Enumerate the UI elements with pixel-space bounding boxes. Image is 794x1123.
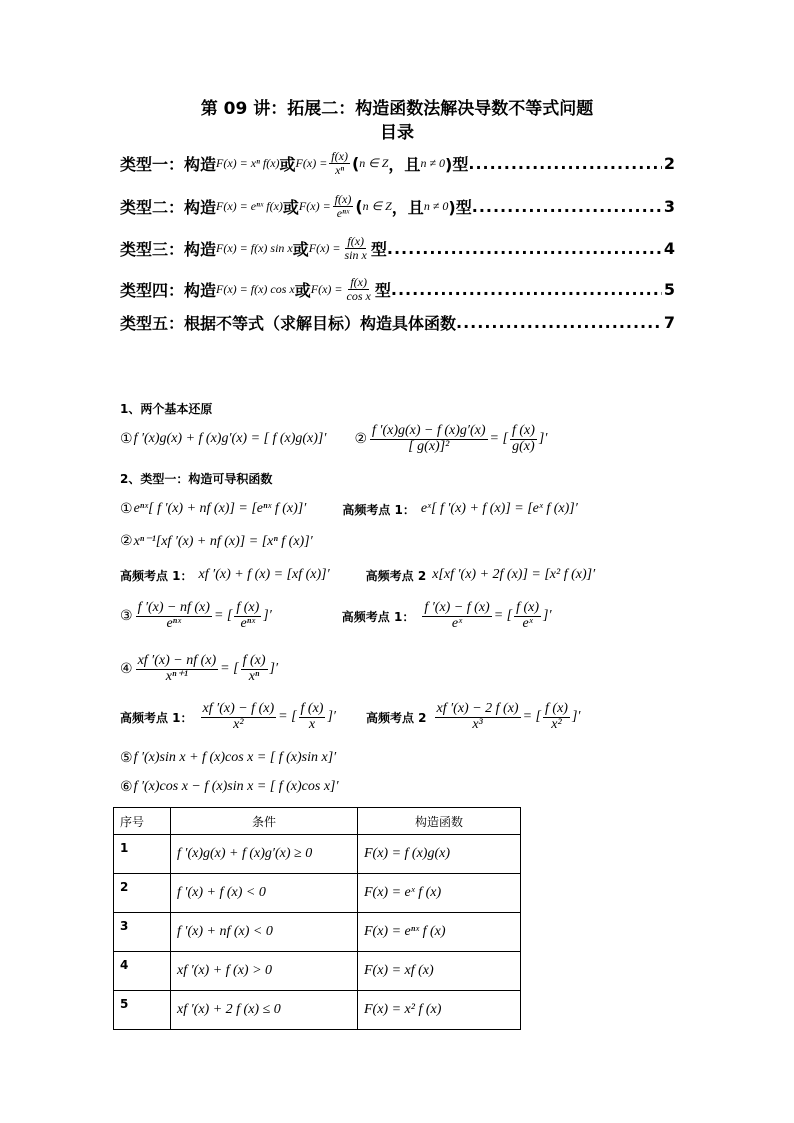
condition-2: n ≠ 0 bbox=[423, 198, 449, 213]
page-number: 3 bbox=[663, 196, 675, 216]
denominator: [ g(x)]² bbox=[408, 438, 450, 454]
formula bbox=[420, 601, 551, 631]
numerator: f (x) bbox=[511, 422, 535, 438]
rule-5-line bbox=[120, 747, 336, 769]
table-row bbox=[114, 913, 521, 952]
numerator: f (x) bbox=[300, 700, 324, 716]
fraction bbox=[136, 601, 212, 631]
denominator: cos x bbox=[346, 288, 371, 303]
condition-cell: f ′(x)g(x) + f (x)g′(x) ≥ 0 bbox=[171, 835, 358, 874]
row-index: 5 bbox=[114, 991, 171, 1030]
equals-bracket: = [ bbox=[522, 709, 542, 724]
function-cell: F(x) = x² f (x) bbox=[358, 991, 521, 1030]
fraction bbox=[333, 193, 354, 219]
comma: ， bbox=[391, 197, 408, 217]
numerator: f (x) bbox=[236, 599, 260, 615]
formula bbox=[199, 702, 336, 732]
marker: ① bbox=[120, 501, 133, 517]
table-row bbox=[114, 991, 521, 1030]
hf-line-2 bbox=[120, 696, 580, 738]
toc-entry-5[interactable] bbox=[120, 305, 675, 339]
denominator: g(x) bbox=[512, 438, 535, 454]
close-bracket: ]′ bbox=[327, 709, 336, 724]
row-index: 1 bbox=[114, 835, 171, 874]
toc-formula bbox=[216, 156, 280, 171]
cond-open: ( bbox=[351, 153, 360, 173]
formula: xf ′(x) + f (x) = [xf (x)]′ bbox=[198, 567, 330, 582]
hf-line-1 bbox=[120, 564, 595, 586]
numerator: f ′(x) − f (x) bbox=[424, 599, 490, 615]
toc-formula-quotient bbox=[309, 235, 371, 261]
close-bracket: ]′ bbox=[269, 661, 279, 676]
numerator: f ′(x) − nf (x) bbox=[137, 599, 210, 615]
section-heading-2: 2、类型一：构造可导积函数 bbox=[120, 472, 273, 486]
equals-bracket: = [ bbox=[220, 661, 239, 676]
formula-lhs: F(x) = bbox=[308, 240, 341, 255]
marker: ④ bbox=[120, 661, 133, 677]
close-bracket: ]′ bbox=[538, 431, 548, 446]
high-frequency-label: 高频考点 1： bbox=[120, 710, 193, 725]
suffix: 型 bbox=[370, 239, 387, 259]
fraction bbox=[136, 654, 219, 684]
denominator: sin x bbox=[344, 247, 367, 262]
formula-product: F(x) = xⁿ f(x) bbox=[216, 155, 280, 170]
or-text: 或 bbox=[292, 239, 309, 259]
formula bbox=[433, 702, 581, 732]
rule-4-line bbox=[120, 648, 278, 690]
toc-entry-1[interactable] bbox=[120, 146, 675, 180]
denominator: x² bbox=[233, 716, 244, 732]
or-text: 或 bbox=[282, 197, 299, 217]
numerator: xf ′(x) − f (x) bbox=[202, 700, 275, 716]
quotient-rule bbox=[368, 424, 547, 454]
function-cell: F(x) = xf (x) bbox=[358, 952, 521, 991]
table-row bbox=[114, 952, 521, 991]
fraction bbox=[370, 424, 488, 454]
basic-identities-line bbox=[120, 424, 547, 454]
column-header: 构造函数 bbox=[358, 808, 521, 835]
construction-table bbox=[113, 807, 521, 1030]
denominator: eⁿˣ bbox=[166, 615, 182, 631]
toc-formula bbox=[216, 199, 283, 214]
rule-1-line bbox=[120, 498, 578, 520]
table-row bbox=[114, 874, 521, 913]
condition-2: n ≠ 0 bbox=[420, 155, 446, 170]
toc-label: 类型五：根据不等式（求解目标）构造具体函数 bbox=[120, 313, 457, 333]
function-cell: F(x) = f (x)g(x) bbox=[358, 835, 521, 874]
condition-cell: xf ′(x) + f (x) > 0 bbox=[171, 952, 358, 991]
formula-lhs: F(x) = bbox=[298, 198, 331, 213]
numerator: f (x) bbox=[242, 652, 266, 668]
close-bracket: ]′ bbox=[263, 608, 272, 623]
high-frequency-label: 高频考点 1： bbox=[341, 609, 415, 624]
formula: x[xf ′(x) + 2f (x)] = [x² f (x)]′ bbox=[432, 567, 596, 582]
formula: f ′(x)sin x + f (x)cos x = [ f (x)sin x]′ bbox=[133, 750, 337, 765]
toc-label: 类型一：构造 bbox=[120, 154, 217, 174]
toc-label: 类型二：构造 bbox=[120, 197, 217, 217]
formula: xⁿ⁻¹[xf ′(x) + nf (x)] = [xⁿ f (x)]′ bbox=[133, 533, 313, 549]
marker: ② bbox=[354, 431, 368, 447]
column-header: 序号 bbox=[114, 808, 171, 835]
fraction bbox=[241, 654, 268, 684]
formula-product: F(x) = eⁿˣ f(x) bbox=[216, 198, 283, 213]
toc-formula-quotient bbox=[296, 150, 352, 176]
toc-entry-2[interactable] bbox=[120, 189, 675, 223]
toc-entry-4[interactable] bbox=[120, 272, 675, 306]
condition-cell: f ′(x) + f (x) < 0 bbox=[171, 874, 358, 913]
document-title: 第 09 讲：拓展二：构造函数法解决导数不等式问题 bbox=[200, 99, 594, 119]
fraction bbox=[514, 601, 541, 631]
formula: f ′(x)cos x − f (x)sin x = [ f (x)cos x]′ bbox=[133, 779, 339, 794]
denominator: xⁿ⁺¹ bbox=[165, 668, 188, 684]
marker: ① bbox=[120, 431, 133, 447]
suffix: 型 bbox=[374, 280, 391, 300]
equals-bracket: = [ bbox=[493, 608, 513, 623]
numerator: f(x) bbox=[334, 191, 352, 206]
toc-label: 类型三：构造 bbox=[120, 239, 217, 259]
leader-dots bbox=[472, 197, 662, 216]
equals-bracket: = [ bbox=[213, 608, 233, 623]
denominator: eˣ bbox=[522, 615, 533, 631]
formula: eˣ[ f ′(x) + f (x)] = [eˣ f (x)]′ bbox=[420, 501, 578, 516]
leader-dots bbox=[468, 154, 662, 173]
and-text: 且 bbox=[404, 154, 421, 174]
condition-cell: f ′(x) + nf (x) < 0 bbox=[171, 913, 358, 952]
marker: ⑥ bbox=[120, 779, 133, 795]
marker: ③ bbox=[120, 608, 133, 624]
table-header-row bbox=[114, 808, 521, 835]
rule-6-line bbox=[120, 776, 339, 798]
page-number: 4 bbox=[663, 238, 675, 258]
page-number: 5 bbox=[663, 279, 675, 299]
high-frequency-label: 高频考点 2 bbox=[365, 710, 427, 725]
fraction bbox=[510, 424, 537, 454]
column-header: 条件 bbox=[171, 808, 358, 835]
denominator: eˣ bbox=[451, 615, 463, 631]
formula bbox=[134, 654, 278, 684]
denominator: x³ bbox=[472, 716, 483, 732]
close-bracket: ]′ bbox=[571, 709, 581, 724]
condition: n ∈ Z bbox=[359, 155, 389, 170]
row-index: 2 bbox=[114, 874, 171, 913]
toc-formula-quotient bbox=[299, 193, 355, 219]
marker: ⑤ bbox=[120, 750, 133, 766]
denominator: x bbox=[308, 716, 316, 732]
denominator: xⁿ bbox=[248, 668, 260, 684]
toc-label: 类型四：构造 bbox=[120, 280, 217, 300]
rule-3-line bbox=[120, 596, 552, 636]
marker: ② bbox=[120, 533, 133, 549]
toc-formula-quotient bbox=[311, 276, 375, 302]
numerator: f (x) bbox=[545, 700, 568, 716]
toc-formula: F(x) = f(x) cos x bbox=[216, 281, 295, 296]
numerator: f (x) bbox=[516, 599, 540, 615]
fraction bbox=[299, 702, 326, 732]
fraction bbox=[345, 276, 373, 302]
page-number: 2 bbox=[663, 153, 675, 173]
fraction bbox=[422, 601, 491, 631]
numerator: xf ′(x) − nf (x) bbox=[137, 652, 217, 668]
function-cell: F(x) = eⁿˣ f (x) bbox=[358, 913, 521, 952]
equals-bracket: = [ bbox=[278, 709, 297, 724]
row-index: 3 bbox=[114, 913, 171, 952]
fraction bbox=[343, 235, 369, 261]
toc-heading: 目录 bbox=[380, 123, 414, 143]
high-frequency-label: 高频考点 2 bbox=[365, 568, 427, 583]
cond-open: ( bbox=[355, 196, 363, 216]
rule-2-line bbox=[120, 530, 313, 552]
toc-formula: F(x) = f(x) sin x bbox=[216, 240, 293, 255]
fraction bbox=[201, 702, 277, 732]
row-index: 4 bbox=[114, 952, 171, 991]
or-text: 或 bbox=[279, 154, 296, 174]
formula bbox=[134, 601, 272, 631]
numerator: f(x) bbox=[350, 274, 367, 289]
product-rule: f ′(x)g(x) + f (x)g′(x) = [ f (x)g(x)]′ bbox=[133, 431, 327, 446]
formula-lhs: F(x) = bbox=[310, 281, 343, 296]
function-cell: F(x) = eˣ f (x) bbox=[358, 874, 521, 913]
close-bracket: ]′ bbox=[543, 608, 552, 623]
condition-cell: xf ′(x) + 2 f (x) ≤ 0 bbox=[171, 991, 358, 1030]
numerator: f ′(x)g(x) − f (x)g′(x) bbox=[372, 422, 486, 438]
or-text: 或 bbox=[294, 280, 311, 300]
fraction bbox=[329, 150, 350, 176]
formula: eⁿˣ[ f ′(x) + nf (x)] = [eⁿˣ f (x)]′ bbox=[133, 501, 307, 516]
page-number: 7 bbox=[663, 312, 675, 332]
fraction bbox=[234, 601, 261, 631]
numerator: f(x) bbox=[347, 233, 365, 248]
leader-dots bbox=[387, 239, 662, 258]
section-heading-1: 1、两个基本还原 bbox=[120, 402, 213, 416]
condition: n ∈ Z bbox=[362, 198, 392, 213]
denominator: eⁿˣ bbox=[240, 615, 256, 631]
fraction bbox=[435, 702, 521, 732]
leader-dots bbox=[391, 280, 662, 299]
toc-entry-3[interactable] bbox=[120, 231, 675, 265]
denominator: xⁿ bbox=[335, 162, 345, 177]
denominator: x² bbox=[551, 716, 562, 732]
comma: ， bbox=[388, 154, 405, 174]
numerator: f(x) bbox=[331, 148, 348, 163]
cond-close: )型 bbox=[445, 154, 469, 174]
numerator: xf ′(x) − 2 f (x) bbox=[436, 700, 519, 716]
cond-close: )型 bbox=[448, 197, 472, 217]
high-frequency-label: 高频考点 1： bbox=[342, 502, 415, 517]
denominator: eⁿˣ bbox=[336, 205, 350, 220]
leader-dots bbox=[456, 313, 662, 332]
table-row bbox=[114, 835, 521, 874]
equals-bracket: = [ bbox=[489, 431, 508, 446]
and-text: 且 bbox=[407, 197, 424, 217]
high-frequency-label: 高频考点 1： bbox=[120, 568, 193, 583]
fraction bbox=[543, 702, 570, 732]
formula-lhs: F(x) = bbox=[295, 155, 328, 170]
